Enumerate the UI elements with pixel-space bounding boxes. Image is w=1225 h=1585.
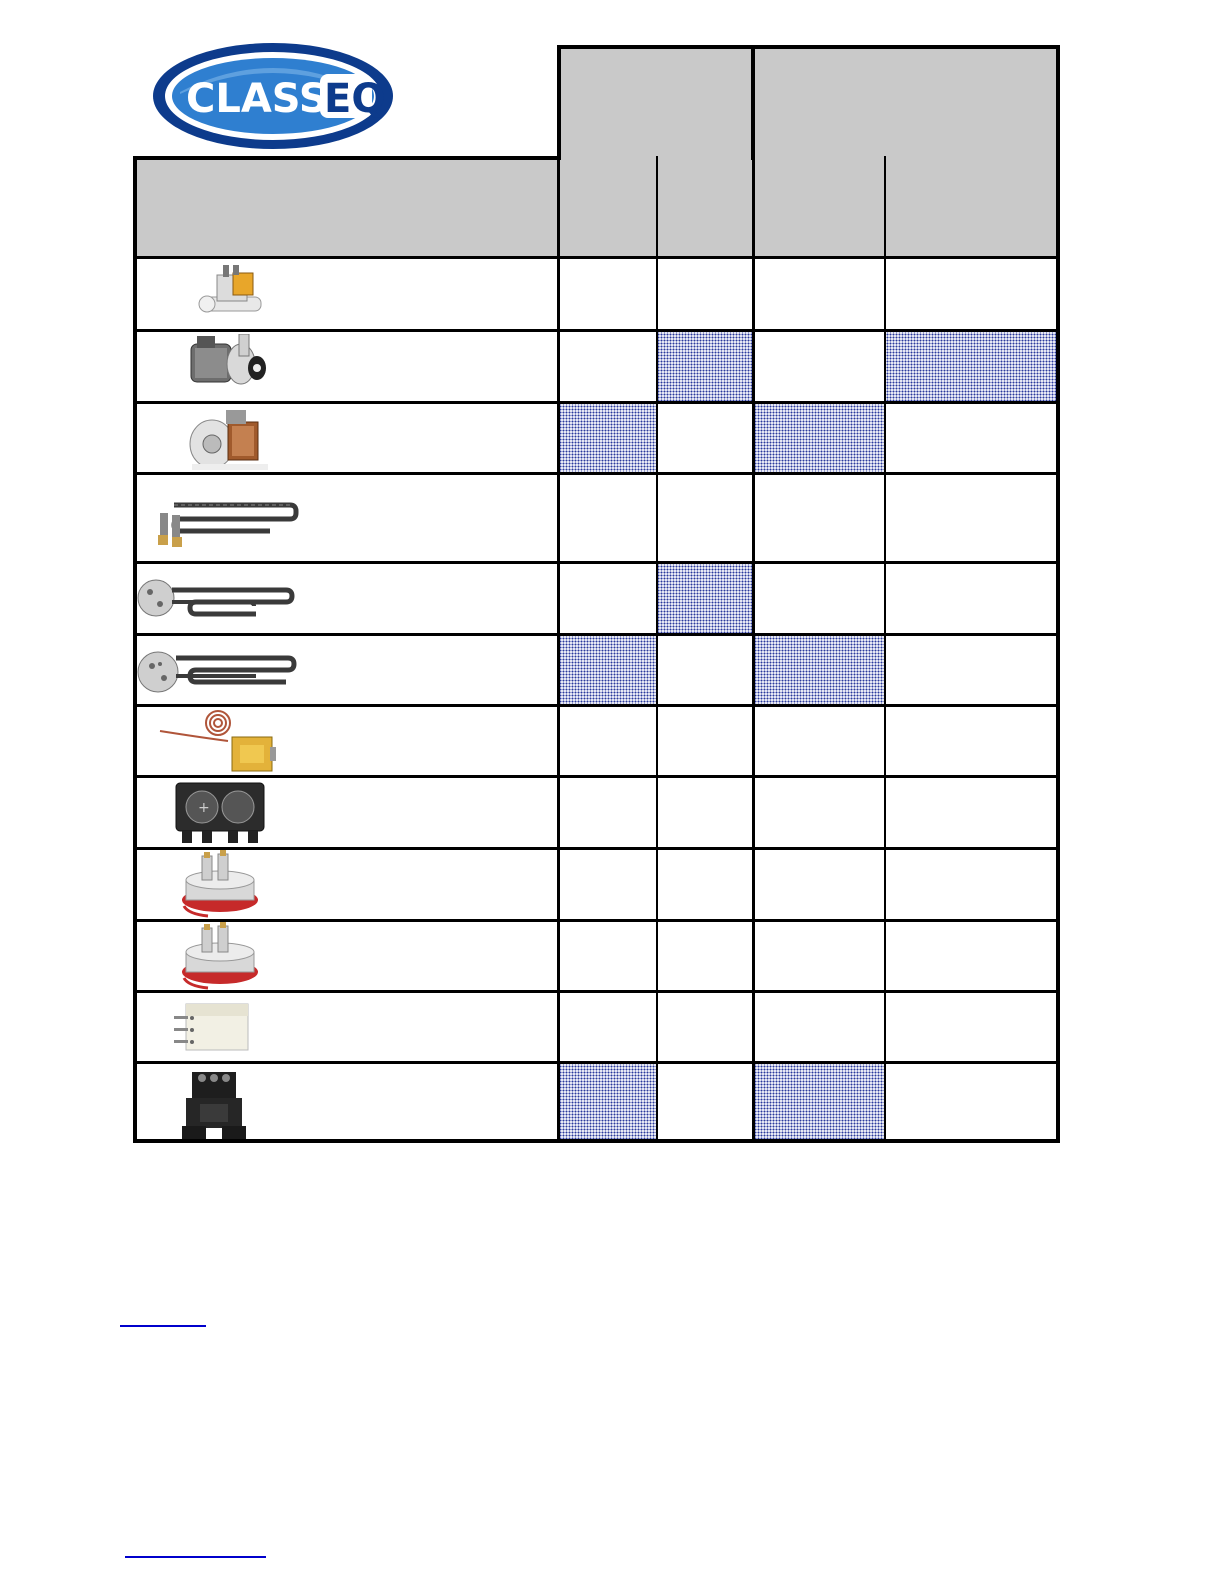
grid-line [133,561,1060,564]
grid-line [133,1139,1060,1143]
svg-text:CLASS: CLASS [186,76,328,122]
grid-line [133,919,1060,922]
shaded-cell [559,634,657,705]
grid-line [133,990,1060,993]
grid-line [557,45,1060,49]
grid-line [133,156,561,160]
peristaltic-dosing-pump-icon [172,779,268,850]
grid-line [133,156,137,1143]
header-top-shaded [559,47,1058,158]
link-underline[interactable] [120,1325,206,1327]
grid-line [133,1061,1060,1064]
shaded-cell [657,330,754,402]
grid-line [752,156,755,1143]
grid-line [557,156,560,1143]
heating-element-icon [150,483,300,558]
shaded-cell [754,1062,886,1140]
pump-motor-icon [183,334,273,399]
svg-text:EQ: EQ [324,76,386,122]
grid-line [656,156,658,1143]
heating-element-flange-large-icon [136,638,298,705]
shaded-cell [754,402,886,473]
shaded-cell [559,1062,657,1140]
classeq-logo [150,40,396,152]
grid-line [884,156,886,1143]
solenoid-valve-icon [197,261,267,332]
grid-line [133,256,1060,259]
grid-line [133,847,1060,850]
relay-icon [172,998,252,1059]
heating-element-flange-icon [136,566,296,633]
grid-line [557,45,561,160]
header-bottom-shaded [135,157,1058,258]
grid-line [133,329,1060,332]
contactor-icon [180,1068,250,1147]
grid-line [133,472,1060,475]
svg-text:+: + [198,800,210,816]
grid-line [1056,45,1060,1143]
grid-line [133,775,1060,778]
shaded-cell [657,562,754,634]
shaded-cell [886,330,1058,402]
pressure-switch-icon [178,922,264,997]
wash-pump-icon [186,404,272,477]
shaded-cell [559,402,657,473]
grid-line [133,401,1060,404]
pressure-switch-icon [178,850,264,925]
link-underline[interactable] [125,1556,266,1558]
grid-line [133,633,1060,636]
grid-line [751,45,755,160]
thermostat-icon [158,707,278,782]
shaded-cell [754,634,886,705]
grid-line [133,704,1060,707]
